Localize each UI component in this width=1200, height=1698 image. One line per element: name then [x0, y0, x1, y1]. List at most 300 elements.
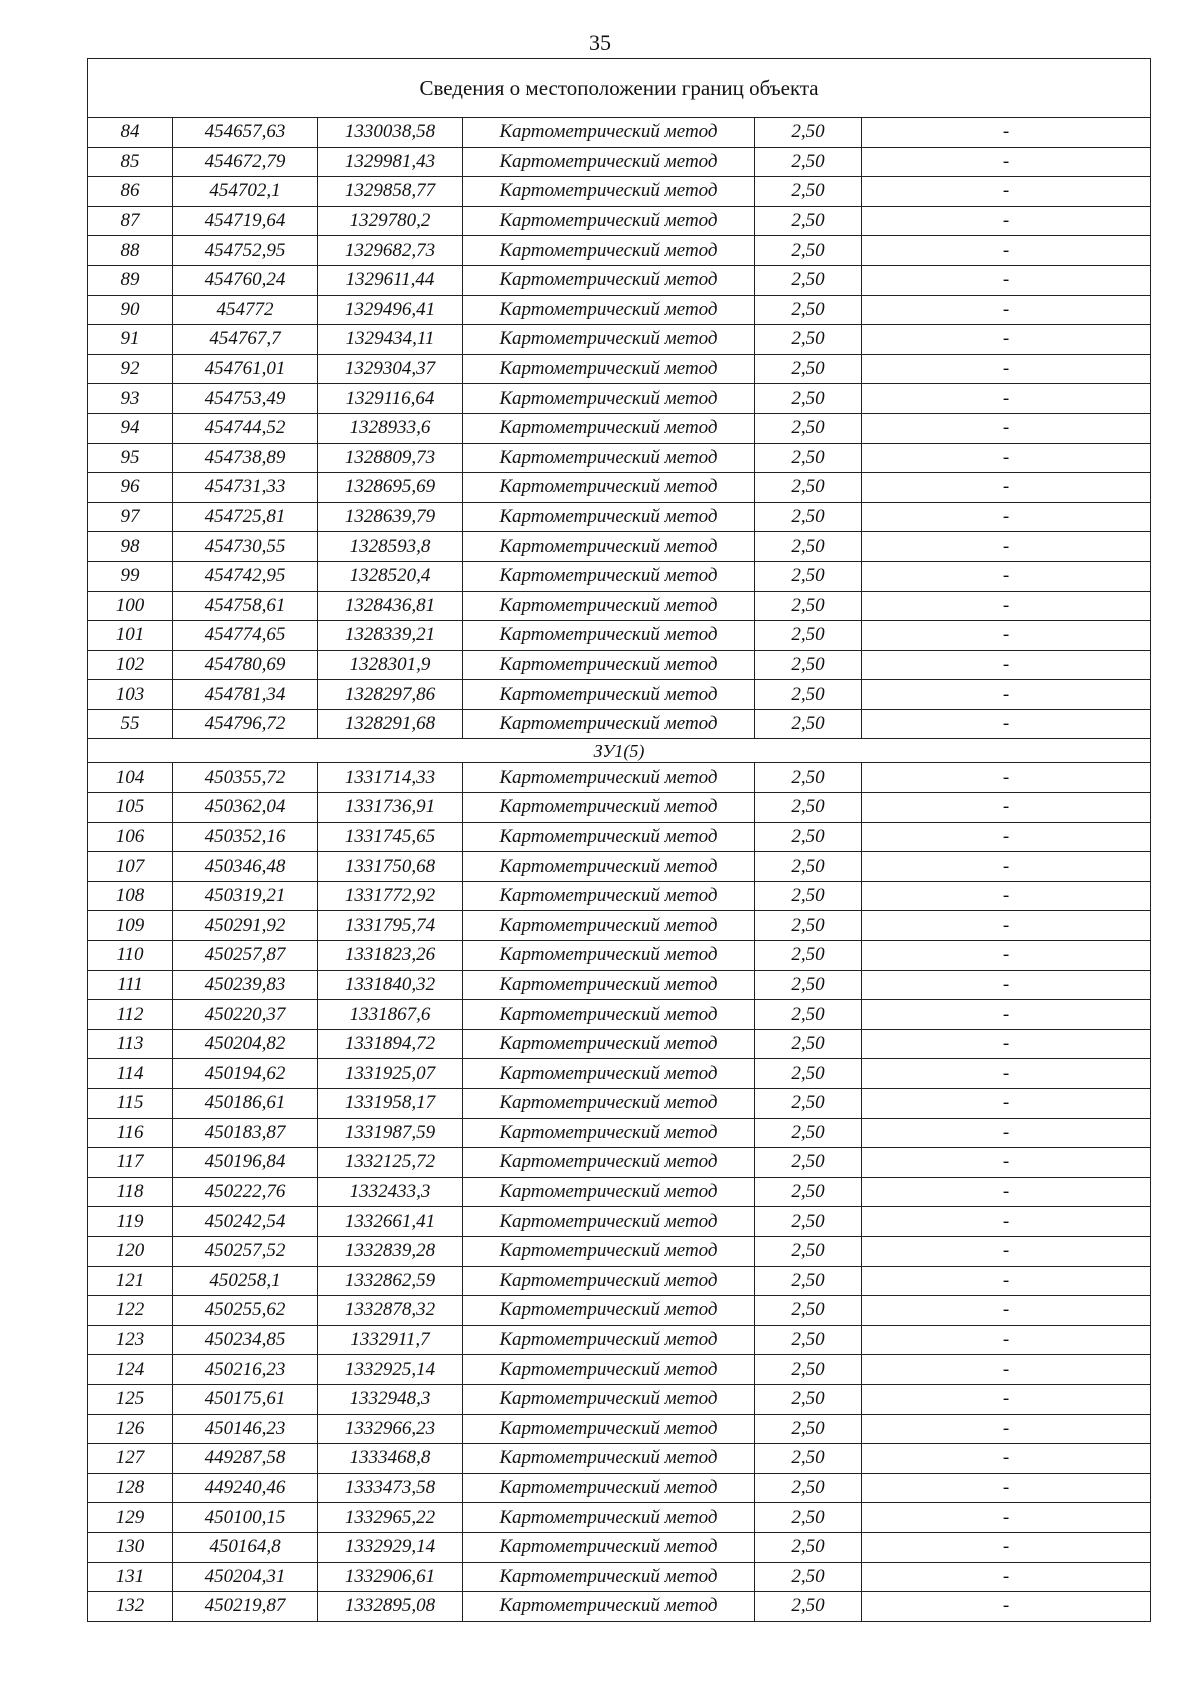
method-cell: Картометрический метод	[463, 1444, 755, 1474]
accuracy-cell: 2,50	[755, 532, 862, 562]
description-cell: -	[862, 561, 1151, 591]
y-coordinate-cell: 1331795,74	[318, 911, 463, 941]
method-cell: Картометрический метод	[463, 941, 755, 971]
point-number-cell: 118	[88, 1177, 173, 1207]
description-cell: -	[862, 822, 1151, 852]
accuracy-cell: 2,50	[755, 970, 862, 1000]
method-cell: Картометрический метод	[463, 1236, 755, 1266]
accuracy-cell: 2,50	[755, 236, 862, 266]
method-cell: Картометрический метод	[463, 621, 755, 651]
x-coordinate-cell: 454742,95	[173, 561, 318, 591]
description-cell: -	[862, 911, 1151, 941]
method-cell: Картометрический метод	[463, 354, 755, 384]
y-coordinate-cell: 1332839,28	[318, 1236, 463, 1266]
y-coordinate-cell: 1328593,8	[318, 532, 463, 562]
point-number-cell: 84	[88, 118, 173, 148]
point-number-cell: 55	[88, 709, 173, 739]
description-cell: -	[862, 1029, 1151, 1059]
method-cell: Картометрический метод	[463, 473, 755, 503]
accuracy-cell: 2,50	[755, 147, 862, 177]
method-cell: Картометрический метод	[463, 709, 755, 739]
description-cell: -	[862, 1236, 1151, 1266]
method-cell: Картометрический метод	[463, 650, 755, 680]
method-cell: Картометрический метод	[463, 1532, 755, 1562]
x-coordinate-cell: 454761,01	[173, 354, 318, 384]
point-number-cell: 107	[88, 852, 173, 882]
accuracy-cell: 2,50	[755, 118, 862, 148]
table-row	[88, 265, 1151, 295]
description-cell: -	[862, 473, 1151, 503]
y-coordinate-cell: 1332906,61	[318, 1562, 463, 1592]
x-coordinate-cell: 450257,52	[173, 1236, 318, 1266]
x-coordinate-cell: 454774,65	[173, 621, 318, 651]
x-coordinate-cell: 454752,95	[173, 236, 318, 266]
description-cell: -	[862, 413, 1151, 443]
table-row	[88, 1207, 1151, 1237]
description-cell: -	[862, 1355, 1151, 1385]
x-coordinate-cell: 450220,37	[173, 1000, 318, 1030]
method-cell: Картометрический метод	[463, 591, 755, 621]
description-cell: -	[862, 1177, 1151, 1207]
accuracy-cell: 2,50	[755, 822, 862, 852]
accuracy-cell: 2,50	[755, 621, 862, 651]
y-coordinate-cell: 1332878,32	[318, 1296, 463, 1326]
accuracy-cell: 2,50	[755, 1325, 862, 1355]
method-cell: Картометрический метод	[463, 1355, 755, 1385]
x-coordinate-cell: 454657,63	[173, 118, 318, 148]
y-coordinate-cell: 1328695,69	[318, 473, 463, 503]
description-cell: -	[862, 1148, 1151, 1178]
y-coordinate-cell: 1331840,32	[318, 970, 463, 1000]
x-coordinate-cell: 450219,87	[173, 1592, 318, 1622]
description-cell: -	[862, 1532, 1151, 1562]
description-cell: -	[862, 177, 1151, 207]
accuracy-cell: 2,50	[755, 473, 862, 503]
point-number-cell: 88	[88, 236, 173, 266]
table-row	[88, 1384, 1151, 1414]
table-row	[88, 1444, 1151, 1474]
x-coordinate-cell: 454731,33	[173, 473, 318, 503]
table-row	[88, 822, 1151, 852]
table-row	[88, 502, 1151, 532]
y-coordinate-cell: 1328436,81	[318, 591, 463, 621]
method-cell: Картометрический метод	[463, 1414, 755, 1444]
point-number-cell: 116	[88, 1118, 173, 1148]
method-cell: Картометрический метод	[463, 793, 755, 823]
y-coordinate-cell: 1329304,37	[318, 354, 463, 384]
x-coordinate-cell: 454672,79	[173, 147, 318, 177]
method-cell: Картометрический метод	[463, 561, 755, 591]
table-row	[88, 1503, 1151, 1533]
point-number-cell: 108	[88, 881, 173, 911]
x-coordinate-cell: 450346,48	[173, 852, 318, 882]
description-cell: -	[862, 763, 1151, 793]
table-row	[88, 1296, 1151, 1326]
table-row	[88, 1325, 1151, 1355]
description-cell: -	[862, 591, 1151, 621]
point-number-cell: 99	[88, 561, 173, 591]
accuracy-cell: 2,50	[755, 1296, 862, 1326]
accuracy-cell: 2,50	[755, 941, 862, 971]
accuracy-cell: 2,50	[755, 502, 862, 532]
point-number-cell: 115	[88, 1089, 173, 1119]
x-coordinate-cell: 454780,69	[173, 650, 318, 680]
x-coordinate-cell: 454781,34	[173, 680, 318, 710]
x-coordinate-cell: 454753,49	[173, 384, 318, 414]
y-coordinate-cell: 1331925,07	[318, 1059, 463, 1089]
method-cell: Картометрический метод	[463, 384, 755, 414]
table-row	[88, 1414, 1151, 1444]
table-row	[88, 177, 1151, 207]
description-cell: -	[862, 1000, 1151, 1030]
table-row	[88, 354, 1151, 384]
y-coordinate-cell: 1332895,08	[318, 1592, 463, 1622]
x-coordinate-cell: 450175,61	[173, 1384, 318, 1414]
y-coordinate-cell: 1331772,92	[318, 881, 463, 911]
method-cell: Картометрический метод	[463, 118, 755, 148]
table-row	[88, 793, 1151, 823]
x-coordinate-cell: 450291,92	[173, 911, 318, 941]
description-cell: -	[862, 1207, 1151, 1237]
description-cell: -	[862, 709, 1151, 739]
accuracy-cell: 2,50	[755, 1473, 862, 1503]
method-cell: Картометрический метод	[463, 1266, 755, 1296]
accuracy-cell: 2,50	[755, 709, 862, 739]
table-row	[88, 1236, 1151, 1266]
accuracy-cell: 2,50	[755, 1148, 862, 1178]
page-number: 35	[589, 30, 611, 55]
point-number-cell: 95	[88, 443, 173, 473]
accuracy-cell: 2,50	[755, 1059, 862, 1089]
y-coordinate-cell: 1328339,21	[318, 621, 463, 651]
method-cell: Картометрический метод	[463, 1562, 755, 1592]
table-row	[88, 1177, 1151, 1207]
point-number-cell: 93	[88, 384, 173, 414]
y-coordinate-cell: 1332433,3	[318, 1177, 463, 1207]
accuracy-cell: 2,50	[755, 650, 862, 680]
x-coordinate-cell: 454767,7	[173, 325, 318, 355]
y-coordinate-cell: 1328933,6	[318, 413, 463, 443]
x-coordinate-cell: 450183,87	[173, 1118, 318, 1148]
table-row	[88, 295, 1151, 325]
method-cell: Картометрический метод	[463, 295, 755, 325]
y-coordinate-cell: 1329682,73	[318, 236, 463, 266]
description-cell: -	[862, 354, 1151, 384]
accuracy-cell: 2,50	[755, 1562, 862, 1592]
table-row	[88, 384, 1151, 414]
description-cell: -	[862, 1296, 1151, 1326]
point-number-cell: 126	[88, 1414, 173, 1444]
x-coordinate-cell: 450196,84	[173, 1148, 318, 1178]
description-cell: -	[862, 265, 1151, 295]
y-coordinate-cell: 1329434,11	[318, 325, 463, 355]
x-coordinate-cell: 450257,87	[173, 941, 318, 971]
method-cell: Картометрический метод	[463, 1503, 755, 1533]
description-cell: -	[862, 1503, 1151, 1533]
y-coordinate-cell: 1332948,3	[318, 1384, 463, 1414]
description-cell: -	[862, 650, 1151, 680]
table-row	[88, 561, 1151, 591]
point-number-cell: 105	[88, 793, 173, 823]
y-coordinate-cell: 1332661,41	[318, 1207, 463, 1237]
accuracy-cell: 2,50	[755, 1000, 862, 1030]
y-coordinate-cell: 1332965,22	[318, 1503, 463, 1533]
method-cell: Картометрический метод	[463, 265, 755, 295]
accuracy-cell: 2,50	[755, 1592, 862, 1622]
description-cell: -	[862, 1592, 1151, 1622]
y-coordinate-cell: 1329611,44	[318, 265, 463, 295]
accuracy-cell: 2,50	[755, 1355, 862, 1385]
y-coordinate-cell: 1331750,68	[318, 852, 463, 882]
x-coordinate-cell: 450186,61	[173, 1089, 318, 1119]
method-cell: Картометрический метод	[463, 680, 755, 710]
x-coordinate-cell: 450355,72	[173, 763, 318, 793]
point-number-cell: 128	[88, 1473, 173, 1503]
point-number-cell: 124	[88, 1355, 173, 1385]
x-coordinate-cell: 450100,15	[173, 1503, 318, 1533]
y-coordinate-cell: 1328639,79	[318, 502, 463, 532]
method-cell: Картометрический метод	[463, 1000, 755, 1030]
table-row	[88, 650, 1151, 680]
table-row	[88, 763, 1151, 793]
table-row	[88, 1266, 1151, 1296]
point-number-cell: 102	[88, 650, 173, 680]
description-cell: -	[862, 384, 1151, 414]
method-cell: Картометрический метод	[463, 1029, 755, 1059]
method-cell: Картометрический метод	[463, 177, 755, 207]
description-cell: -	[862, 680, 1151, 710]
x-coordinate-cell: 454744,52	[173, 413, 318, 443]
accuracy-cell: 2,50	[755, 591, 862, 621]
x-coordinate-cell: 450194,62	[173, 1059, 318, 1089]
accuracy-cell: 2,50	[755, 413, 862, 443]
description-cell: -	[862, 621, 1151, 651]
method-cell: Картометрический метод	[463, 147, 755, 177]
table-row	[88, 325, 1151, 355]
table-row	[88, 1562, 1151, 1592]
method-cell: Картометрический метод	[463, 413, 755, 443]
point-number-cell: 87	[88, 206, 173, 236]
x-coordinate-cell: 450362,04	[173, 793, 318, 823]
y-coordinate-cell: 1329116,64	[318, 384, 463, 414]
description-cell: -	[862, 852, 1151, 882]
x-coordinate-cell: 450204,31	[173, 1562, 318, 1592]
description-cell: -	[862, 236, 1151, 266]
y-coordinate-cell: 1331823,26	[318, 941, 463, 971]
accuracy-cell: 2,50	[755, 1266, 862, 1296]
point-number-cell: 100	[88, 591, 173, 621]
x-coordinate-cell: 454758,61	[173, 591, 318, 621]
x-coordinate-cell: 450258,1	[173, 1266, 318, 1296]
description-cell: -	[862, 443, 1151, 473]
description-cell: -	[862, 147, 1151, 177]
method-cell: Картометрический метод	[463, 502, 755, 532]
table-row	[88, 1355, 1151, 1385]
table-row	[88, 621, 1151, 651]
method-cell: Картометрический метод	[463, 763, 755, 793]
accuracy-cell: 2,50	[755, 1414, 862, 1444]
x-coordinate-cell: 454702,1	[173, 177, 318, 207]
point-number-cell: 129	[88, 1503, 173, 1533]
description-cell: -	[862, 206, 1151, 236]
table-row	[88, 443, 1151, 473]
accuracy-cell: 2,50	[755, 384, 862, 414]
table-row	[88, 591, 1151, 621]
method-cell: Картометрический метод	[463, 1118, 755, 1148]
description-cell: -	[862, 1118, 1151, 1148]
table-row	[88, 709, 1151, 739]
table-row	[88, 1148, 1151, 1178]
accuracy-cell: 2,50	[755, 680, 862, 710]
accuracy-cell: 2,50	[755, 1177, 862, 1207]
x-coordinate-cell: 454719,64	[173, 206, 318, 236]
x-coordinate-cell: 454730,55	[173, 532, 318, 562]
table-row	[88, 680, 1151, 710]
accuracy-cell: 2,50	[755, 911, 862, 941]
table-row	[88, 941, 1151, 971]
accuracy-cell: 2,50	[755, 881, 862, 911]
accuracy-cell: 2,50	[755, 325, 862, 355]
accuracy-cell: 2,50	[755, 206, 862, 236]
y-coordinate-cell: 1329981,43	[318, 147, 463, 177]
point-number-cell: 117	[88, 1148, 173, 1178]
section-label: ЗУ1(5)	[88, 739, 1151, 763]
table-row	[88, 1089, 1151, 1119]
table-row	[88, 1000, 1151, 1030]
method-cell: Картометрический метод	[463, 970, 755, 1000]
accuracy-cell: 2,50	[755, 1207, 862, 1237]
table-row	[88, 1473, 1151, 1503]
method-cell: Картометрический метод	[463, 1059, 755, 1089]
point-number-cell: 131	[88, 1562, 173, 1592]
method-cell: Картометрический метод	[463, 1177, 755, 1207]
point-number-cell: 111	[88, 970, 173, 1000]
point-number-cell: 130	[88, 1532, 173, 1562]
y-coordinate-cell: 1332925,14	[318, 1355, 463, 1385]
accuracy-cell: 2,50	[755, 1236, 862, 1266]
point-number-cell: 98	[88, 532, 173, 562]
table-row	[88, 118, 1151, 148]
table-row	[88, 236, 1151, 266]
method-cell: Картометрический метод	[463, 325, 755, 355]
method-cell: Картометрический метод	[463, 1089, 755, 1119]
x-coordinate-cell: 454760,24	[173, 265, 318, 295]
method-cell: Картометрический метод	[463, 443, 755, 473]
description-cell: -	[862, 1089, 1151, 1119]
accuracy-cell: 2,50	[755, 1089, 862, 1119]
x-coordinate-cell: 454725,81	[173, 502, 318, 532]
description-cell: -	[862, 793, 1151, 823]
y-coordinate-cell: 1331987,59	[318, 1118, 463, 1148]
point-number-cell: 125	[88, 1384, 173, 1414]
accuracy-cell: 2,50	[755, 295, 862, 325]
point-number-cell: 85	[88, 147, 173, 177]
table-row	[88, 532, 1151, 562]
table-row	[88, 1592, 1151, 1622]
accuracy-cell: 2,50	[755, 1532, 862, 1562]
x-coordinate-cell: 450204,82	[173, 1029, 318, 1059]
point-number-cell: 132	[88, 1592, 173, 1622]
table-row	[88, 1532, 1151, 1562]
x-coordinate-cell: 450146,23	[173, 1414, 318, 1444]
method-cell: Картометрический метод	[463, 822, 755, 852]
description-cell: -	[862, 1562, 1151, 1592]
y-coordinate-cell: 1329858,77	[318, 177, 463, 207]
y-coordinate-cell: 1331867,6	[318, 1000, 463, 1030]
y-coordinate-cell: 1331745,65	[318, 822, 463, 852]
description-cell: -	[862, 941, 1151, 971]
accuracy-cell: 2,50	[755, 443, 862, 473]
point-number-cell: 104	[88, 763, 173, 793]
point-number-cell: 112	[88, 1000, 173, 1030]
y-coordinate-cell: 1331736,91	[318, 793, 463, 823]
x-coordinate-cell: 450319,21	[173, 881, 318, 911]
point-number-cell: 119	[88, 1207, 173, 1237]
point-number-cell: 101	[88, 621, 173, 651]
point-number-cell: 89	[88, 265, 173, 295]
description-cell: -	[862, 881, 1151, 911]
point-number-cell: 114	[88, 1059, 173, 1089]
y-coordinate-cell: 1328291,68	[318, 709, 463, 739]
accuracy-cell: 2,50	[755, 354, 862, 384]
method-cell: Картометрический метод	[463, 206, 755, 236]
table-row	[88, 852, 1151, 882]
description-cell: -	[862, 970, 1151, 1000]
point-number-cell: 121	[88, 1266, 173, 1296]
x-coordinate-cell: 450234,85	[173, 1325, 318, 1355]
point-number-cell: 103	[88, 680, 173, 710]
y-coordinate-cell: 1330038,58	[318, 118, 463, 148]
table-row	[88, 206, 1151, 236]
point-number-cell: 86	[88, 177, 173, 207]
point-number-cell: 97	[88, 502, 173, 532]
method-cell: Картометрический метод	[463, 1592, 755, 1622]
point-number-cell: 92	[88, 354, 173, 384]
point-number-cell: 91	[88, 325, 173, 355]
y-coordinate-cell: 1332862,59	[318, 1266, 463, 1296]
description-cell: -	[862, 295, 1151, 325]
description-cell: -	[862, 1059, 1151, 1089]
description-cell: -	[862, 532, 1151, 562]
y-coordinate-cell: 1331958,17	[318, 1089, 463, 1119]
method-cell: Картометрический метод	[463, 1325, 755, 1355]
description-cell: -	[862, 1325, 1151, 1355]
table-row	[88, 1029, 1151, 1059]
point-number-cell: 110	[88, 941, 173, 971]
method-cell: Картометрический метод	[463, 1148, 755, 1178]
point-number-cell: 94	[88, 413, 173, 443]
boundary-coordinates-table	[87, 58, 1151, 1622]
accuracy-cell: 2,50	[755, 265, 862, 295]
y-coordinate-cell: 1329780,2	[318, 206, 463, 236]
description-cell: -	[862, 325, 1151, 355]
method-cell: Картометрический метод	[463, 1296, 755, 1326]
y-coordinate-cell: 1332911,7	[318, 1325, 463, 1355]
accuracy-cell: 2,50	[755, 1029, 862, 1059]
point-number-cell: 96	[88, 473, 173, 503]
y-coordinate-cell: 1328809,73	[318, 443, 463, 473]
point-number-cell: 127	[88, 1444, 173, 1474]
x-coordinate-cell: 450242,54	[173, 1207, 318, 1237]
x-coordinate-cell: 450255,62	[173, 1296, 318, 1326]
description-cell: -	[862, 1473, 1151, 1503]
point-number-cell: 106	[88, 822, 173, 852]
table-row	[88, 1059, 1151, 1089]
description-cell: -	[862, 1414, 1151, 1444]
table-row	[88, 881, 1151, 911]
x-coordinate-cell: 449240,46	[173, 1473, 318, 1503]
method-cell: Картометрический метод	[463, 532, 755, 562]
